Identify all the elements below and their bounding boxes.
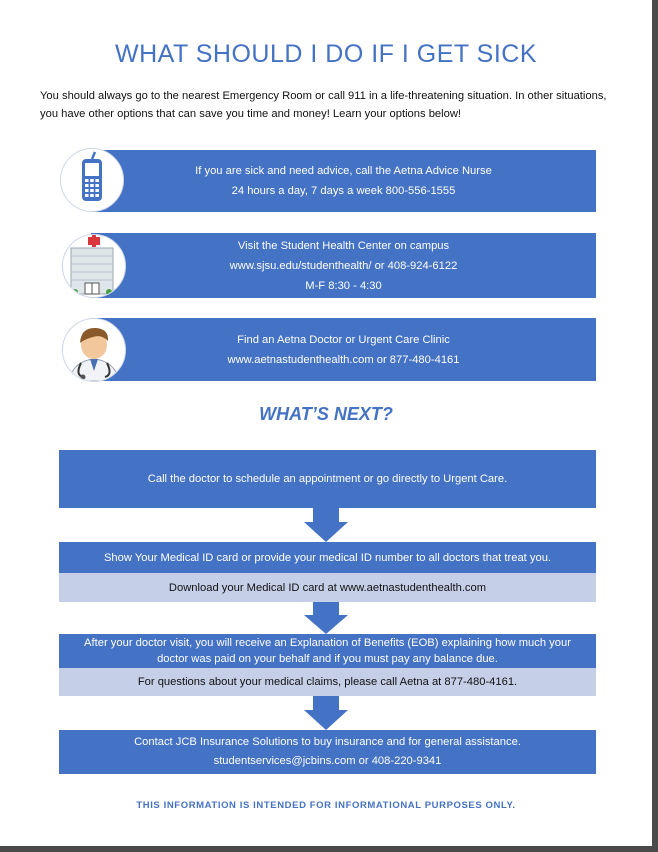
down-arrow-icon — [304, 508, 348, 542]
option-aetna-doctor — [91, 318, 596, 381]
option-line: Visit the Student Health Center on campus — [237, 239, 450, 252]
whats-next-heading: WHAT’S NEXT? — [259, 404, 393, 424]
option-health-center — [91, 233, 596, 298]
intro-paragraph: You should always go to the nearest Emergency Room or call 911 in a life-threatening situation. In other situations, you have other options that can save you time and money! Learn your options below! — [40, 90, 607, 120]
step-eob-explanation — [59, 634, 596, 668]
option-advice-nurse — [91, 150, 596, 212]
mobile-phone-icon — [60, 148, 124, 212]
option-line: M-F 8:30 - 4:30 — [305, 279, 382, 292]
health-center-building-icon — [62, 234, 126, 298]
step-line: Show Your Medical ID card or provide your medical ID number to all doctors that treat you. — [103, 551, 552, 564]
step-show-medical-id — [59, 542, 596, 573]
step-claims-question-note: For questions about your medical claims, please call Aetna at 877-480-4161. — [59, 668, 596, 696]
down-arrow-icon — [304, 696, 348, 730]
doctor-icon — [62, 318, 126, 382]
down-arrow-icon — [304, 602, 348, 634]
option-line: 24 hours a day, 7 days a week 800-556-1555 — [231, 185, 456, 197]
step-schedule-appointment — [59, 450, 596, 508]
footer-disclaimer: THIS INFORMATION IS INTENDED FOR INFORMATIONAL PURPOSES ONLY. — [136, 800, 516, 811]
step-line: doctor was paid on your behalf and if you must pay any balance due. — [157, 653, 498, 665]
option-line: www.aetnastudenthealth.com or 877-480-4161 — [227, 353, 460, 366]
option-line: If you are sick and need advice, call the Aetna Advice Nurse — [195, 165, 492, 177]
step-line: After your doctor visit, you will receive an Explanation of Benefits (EOB) explaining how much your — [84, 637, 571, 649]
step-line: Call the doctor to schedule an appointment or go directly to Urgent Care. — [147, 473, 508, 485]
page-title: WHAT SHOULD I DO IF I GET SICK — [115, 40, 537, 68]
step-download-id-note: Download your Medical ID card at www.aetnastudenthealth.com — [59, 573, 596, 602]
step-line: studentservices@jcbins.com or 408-220-9341 — [213, 755, 442, 767]
step-line: Contact JCB Insurance Solutions to buy insurance and for general assistance. — [134, 736, 521, 748]
option-line: www.sjsu.edu/studenthealth/ or 408-924-6122 — [229, 259, 458, 272]
option-line: Find an Aetna Doctor or Urgent Care Clinic — [237, 333, 450, 346]
step-contact-jcb — [59, 730, 596, 774]
